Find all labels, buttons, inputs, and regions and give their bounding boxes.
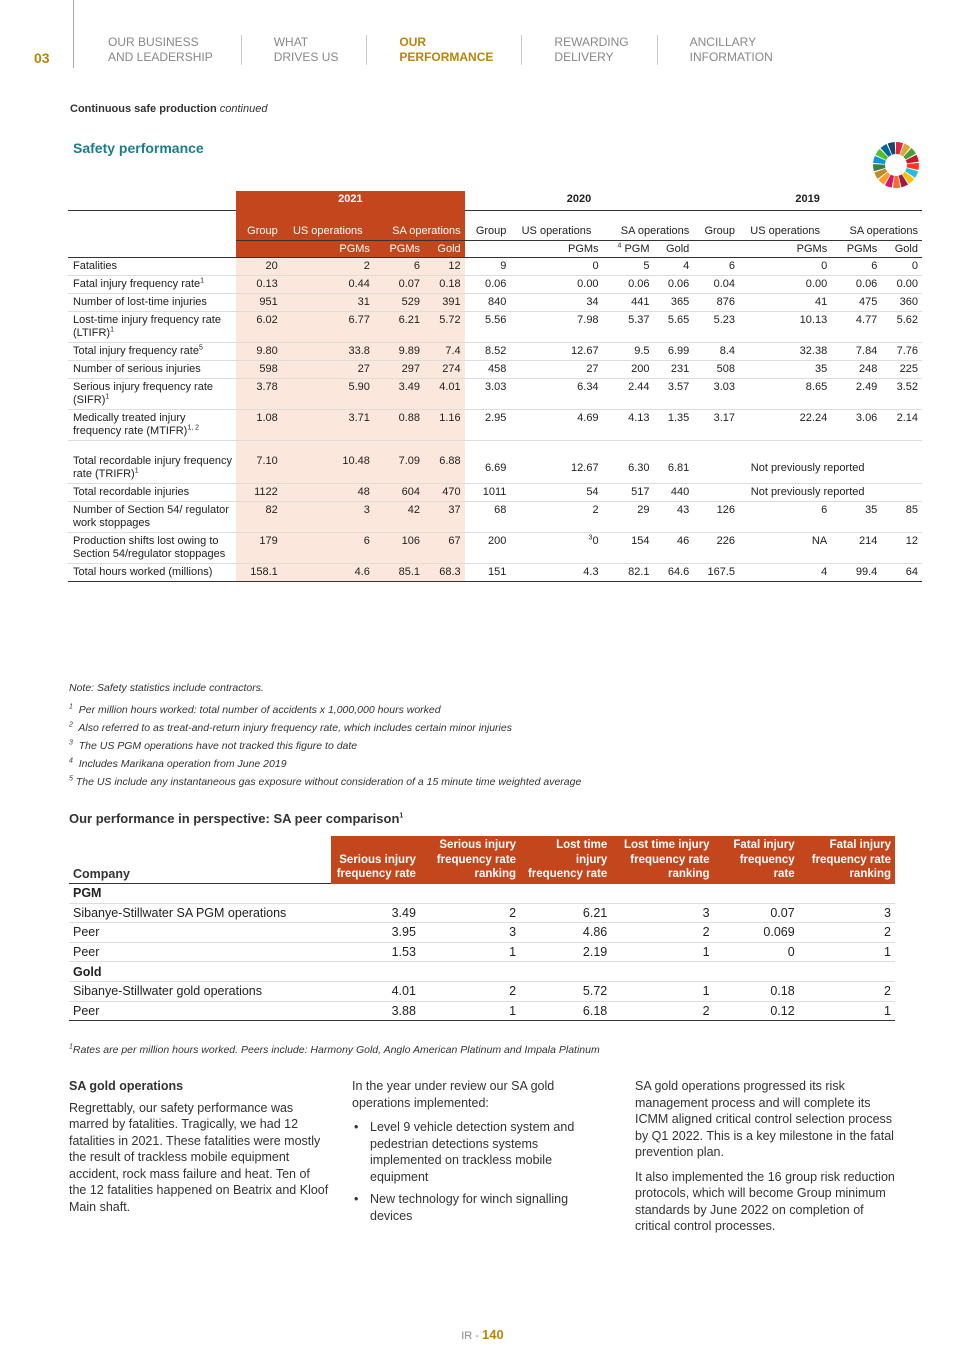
table-cell: 0 xyxy=(881,257,922,275)
table-cell: 3 xyxy=(282,501,374,532)
table-row xyxy=(68,409,922,440)
subtitle-main: Continuous safe production xyxy=(70,103,217,115)
table-cell: 34 xyxy=(510,293,602,311)
table-cell: 0 xyxy=(510,257,602,275)
table-cell: 7.76 xyxy=(881,342,922,360)
table-cell: 5.72 xyxy=(424,311,465,342)
table-cell: 508 xyxy=(693,360,739,378)
table-cell: 3.06 xyxy=(831,409,881,440)
footnote: $^5$ The US include any instantaneous gas exposure without consideration of a 15 minute time weighted average xyxy=(69,775,582,788)
table-cell: 1 xyxy=(611,981,713,1001)
table-cell: 12.67 xyxy=(510,440,602,483)
sub-header: PGMs xyxy=(374,240,424,257)
table-cell: 99.4 xyxy=(831,563,881,581)
table-cell: 158.1 xyxy=(236,563,282,581)
company-name: Sibanye-Stillwater gold operations xyxy=(69,981,331,1001)
row-label: Lost-time injury frequency rate (LTIFR)$^1$ xyxy=(68,311,236,342)
nav-what-drives-us[interactable]: WHAT DRIVES US xyxy=(274,35,368,65)
year-2021: 2021 xyxy=(236,191,465,210)
table-row xyxy=(68,378,922,409)
table-notes xyxy=(69,682,581,794)
group-row xyxy=(69,962,895,982)
col-header: SA operations xyxy=(849,224,918,237)
table-row xyxy=(68,257,922,275)
footnote: $^4$ Includes Marikana operation from June 2019 xyxy=(69,757,287,770)
table-cell: 440 xyxy=(654,483,694,501)
col1-heading: SA gold operations xyxy=(69,1079,184,1093)
table-cell: 1011 xyxy=(465,483,511,501)
table-cell: 6.18 xyxy=(520,1001,611,1021)
table-cell: 1.35 xyxy=(654,409,694,440)
row-label: Total hours worked (millions) xyxy=(68,563,236,581)
row-label: Total recordable injury frequency rate (TRIFR)$^1$ xyxy=(68,440,236,483)
table-cell: 951 xyxy=(236,293,282,311)
table-cell: 20 xyxy=(236,257,282,275)
table-cell: 41 xyxy=(739,293,831,311)
table-cell: 2 xyxy=(799,981,895,1001)
table-cell: 82.1 xyxy=(603,563,654,581)
table-cell: 598 xyxy=(236,360,282,378)
table-cell: 3 xyxy=(420,923,520,943)
top-nav xyxy=(108,35,833,65)
table-cell: 106 xyxy=(374,532,424,563)
table-cell: 32.38 xyxy=(739,342,831,360)
table-cell: 0 xyxy=(739,257,831,275)
table-cell: 360 xyxy=(881,293,922,311)
table-cell: 441 xyxy=(603,293,654,311)
table-cell: 6 xyxy=(693,257,739,275)
sub-header: Gold xyxy=(654,240,694,257)
sub-header: $^4$ PGM xyxy=(603,240,654,257)
table-cell: 604 xyxy=(374,483,424,501)
table-cell: 274 xyxy=(424,360,465,378)
table-cell: 225 xyxy=(881,360,922,378)
table-cell: 2.49 xyxy=(831,378,881,409)
peer-header-company: Company xyxy=(69,836,331,884)
page-number: 03 xyxy=(34,50,50,66)
table-cell: 0.07 xyxy=(374,275,424,293)
table-cell: 167.5 xyxy=(693,563,739,581)
group-row xyxy=(69,884,895,904)
table-row xyxy=(69,923,895,943)
table-cell: 0.44 xyxy=(282,275,374,293)
table-cell: 0.04 xyxy=(693,275,739,293)
table-cell: 200 xyxy=(603,360,654,378)
table-cell: 179 xyxy=(236,532,282,563)
table-cell: 3.78 xyxy=(236,378,282,409)
table-cell: 5.62 xyxy=(881,311,922,342)
sub-header: Gold xyxy=(424,240,465,257)
table-cell: 7.98 xyxy=(510,311,602,342)
year-2019: 2019 xyxy=(693,191,922,210)
table-cell: 6.21 xyxy=(520,903,611,923)
table-cell: 4.01 xyxy=(331,981,420,1001)
table-cell: 10.48 xyxy=(282,440,374,483)
nav-rewarding-delivery[interactable]: REWARDING DELIVERY xyxy=(554,35,657,65)
column-2 xyxy=(352,1078,602,1230)
table-cell: 6.77 xyxy=(282,311,374,342)
table-cell: 2.44 xyxy=(603,378,654,409)
table-cell: 9.80 xyxy=(236,342,282,360)
table-cell: 8.52 xyxy=(465,342,511,360)
table-cell: 64.6 xyxy=(654,563,694,581)
table-cell: 0.00 xyxy=(881,275,922,293)
table-cell: 248 xyxy=(831,360,881,378)
table-cell: 1.53 xyxy=(331,942,420,962)
table-cell: 67 xyxy=(424,532,465,563)
table-cell: 64 xyxy=(881,563,922,581)
table-cell: 27 xyxy=(282,360,374,378)
table-cell: 214 xyxy=(831,532,881,563)
table-row xyxy=(68,440,922,483)
table-cell: 3.52 xyxy=(881,378,922,409)
table-cell: 3.88 xyxy=(331,1001,420,1021)
table-cell: 3 xyxy=(799,903,895,923)
table-cell: 6 xyxy=(282,532,374,563)
table-cell: 4.01 xyxy=(424,378,465,409)
table-cell: 42 xyxy=(374,501,424,532)
table-cell: 517 xyxy=(603,483,654,501)
table-cell: 6 xyxy=(374,257,424,275)
table-cell: 85 xyxy=(881,501,922,532)
table-cell: 12 xyxy=(424,257,465,275)
row-label: Number of Section 54/ regulator work stoppages xyxy=(68,501,236,532)
table-row xyxy=(69,981,895,1001)
table-cell: 35 xyxy=(739,360,831,378)
table-row xyxy=(69,1001,895,1021)
table-cell: 4 xyxy=(654,257,694,275)
peer-header: Lost time injury frequency rate ranking xyxy=(611,836,713,884)
table-cell: 7.84 xyxy=(831,342,881,360)
table-cell: 458 xyxy=(465,360,511,378)
table-cell: 6.34 xyxy=(510,378,602,409)
row-label: Production shifts lost owing to Section 54/regulator stoppages xyxy=(68,532,236,563)
group-label: Gold xyxy=(69,962,895,982)
page-title: Safety performance xyxy=(73,140,204,156)
table-row xyxy=(68,275,922,293)
footnote: $^2$ Also referred to as treat-and-return injury frequency rate, which includes certain minor injuries xyxy=(69,721,512,734)
table-cell: 2.95 xyxy=(465,409,511,440)
table-row xyxy=(68,293,922,311)
table-cell: 9.89 xyxy=(374,342,424,360)
table-cell: 7.10 xyxy=(236,440,282,483)
table-cell: 2 xyxy=(510,501,602,532)
table-cell: 0.18 xyxy=(714,981,799,1001)
nav-our-performance[interactable]: OUR PERFORMANCE xyxy=(399,35,522,65)
table-cell: 6.21 xyxy=(374,311,424,342)
section-subtitle xyxy=(70,103,267,115)
table-cell: 231 xyxy=(654,360,694,378)
table-cell: 126 xyxy=(693,501,739,532)
table-cell: 6.02 xyxy=(236,311,282,342)
nav-ancillary-information[interactable]: ANCILLARY INFORMATION xyxy=(689,35,773,64)
table-cell: 3.17 xyxy=(693,409,739,440)
table-cell: NA xyxy=(739,532,831,563)
col-header: US operations xyxy=(282,210,374,240)
table-cell: 82 xyxy=(236,501,282,532)
nav-our-business[interactable]: OUR BUSINESS AND LEADERSHIP xyxy=(108,35,242,65)
table-cell: 4.6 xyxy=(282,563,374,581)
sub-header: PGMs xyxy=(282,240,374,257)
table-cell: 2 xyxy=(799,923,895,943)
group-label: PGM xyxy=(69,884,895,904)
table-cell: 4 xyxy=(739,563,831,581)
peer-header: Serious injury frequency rate ranking xyxy=(420,836,520,884)
table-cell: 3.57 xyxy=(654,378,694,409)
table-row xyxy=(68,563,922,581)
footnote: $^3$ The US PGM operations have not tracked this figure to date xyxy=(69,739,358,752)
table-cell: 9.5 xyxy=(603,342,654,360)
table-cell: 6.88 xyxy=(424,440,465,483)
table-cell: 840 xyxy=(465,293,511,311)
peer-header: Serious injury frequency rate xyxy=(331,836,420,884)
table-cell: 31 xyxy=(282,293,374,311)
col-header: Group xyxy=(236,210,282,240)
peer-header: Lost time injury frequency rate xyxy=(520,836,611,884)
col-header: US operations xyxy=(521,224,592,237)
table-cell: 29 xyxy=(603,501,654,532)
col2-list xyxy=(352,1119,602,1224)
table-cell: 1 xyxy=(611,942,713,962)
table-cell: 10.13 xyxy=(739,311,831,342)
table-cell: 365 xyxy=(654,293,694,311)
company-name: Sibanye-Stillwater SA PGM operations xyxy=(69,903,331,923)
not-reported-cell: Not previously reported xyxy=(693,483,922,501)
table-cell: 4.77 xyxy=(831,311,881,342)
peer-header: Fatal injury frequency rate xyxy=(714,836,799,884)
company-name: Peer xyxy=(69,942,331,962)
table-cell: 154 xyxy=(603,532,654,563)
table-cell: 4.86 xyxy=(520,923,611,943)
col-header: SA operations xyxy=(620,224,690,237)
table-cell: 0.88 xyxy=(374,409,424,440)
table-cell: 2 xyxy=(611,923,713,943)
column-3 xyxy=(635,1078,897,1243)
row-label: Fatal injury frequency rate$^1$ xyxy=(68,275,236,293)
table-cell: 391 xyxy=(424,293,465,311)
table-cell: 48 xyxy=(282,483,374,501)
header-divider xyxy=(73,0,74,68)
sdg-wheel-icon xyxy=(872,141,920,189)
table-cell: 35 xyxy=(831,501,881,532)
table-cell: 8.4 xyxy=(693,342,739,360)
table-cell: 2.14 xyxy=(881,409,922,440)
col-header: SA operations xyxy=(374,210,465,240)
table-cell: 12 xyxy=(881,532,922,563)
table-cell: 7.4 xyxy=(424,342,465,360)
table-cell: 0.06 xyxy=(603,275,654,293)
table-row xyxy=(68,501,922,532)
peer-comparison-table xyxy=(69,836,895,1021)
table-cell: 4.69 xyxy=(510,409,602,440)
page-footer: IR - 140 xyxy=(461,1327,504,1342)
peer-header: Fatal injury frequency rate ranking xyxy=(799,836,895,884)
col2-intro: In the year under review our SA gold operations implemented: xyxy=(352,1079,555,1110)
col-header: US operations xyxy=(750,224,820,237)
table-cell: 297 xyxy=(374,360,424,378)
row-label: Number of serious injuries xyxy=(68,360,236,378)
row-label: Number of lost-time injuries xyxy=(68,293,236,311)
table-cell: 37 xyxy=(424,501,465,532)
year-2020: 2020 xyxy=(465,191,694,210)
table-cell: 5.90 xyxy=(282,378,374,409)
table-row xyxy=(68,311,922,342)
table-cell: 6.81 xyxy=(654,440,694,483)
table-cell: 1 xyxy=(420,1001,520,1021)
table-cell: 2 xyxy=(282,257,374,275)
table-cell: 9 xyxy=(465,257,511,275)
table-cell: 1 xyxy=(420,942,520,962)
table-cell: 6 xyxy=(739,501,831,532)
table-cell: 0.13 xyxy=(236,275,282,293)
row-label: Serious injury frequency rate (SIFR)$^1$ xyxy=(68,378,236,409)
col3-p2: It also implemented the 16 group risk reduction protocols, which will become Group minimum standards by June 2022 on completion of critical control processes. xyxy=(635,1169,895,1233)
table-cell: 470 xyxy=(424,483,465,501)
table-cell: 5.65 xyxy=(654,311,694,342)
table-row xyxy=(68,532,922,563)
table-cell: 475 xyxy=(831,293,881,311)
table-cell: 54 xyxy=(510,483,602,501)
table-cell: 6.99 xyxy=(654,342,694,360)
note-main: Note: Safety statistics include contractors. xyxy=(69,682,264,694)
table-cell: 3.71 xyxy=(282,409,374,440)
col3-p1: SA gold operations progressed its risk management process and will complete its ICMM aligned critical control selection process by Q1 2022. This is a key milestone in the fatal prevention plan. xyxy=(635,1079,894,1159)
table-cell: 3.03 xyxy=(465,378,511,409)
company-name: Peer xyxy=(69,1001,331,1021)
table-row xyxy=(68,483,922,501)
safety-table-body xyxy=(68,257,922,581)
col1-text: Regrettably, our safety performance was marred by fatalities. Tragically, we had 12 fatalities in 2021. These fatalities were mostly the result of trackless mobile equipment accident, rock mass failure and heat. Ten of the 12 fatalities happened on Beatrix and Kloof Main shaft. xyxy=(69,1100,329,1214)
sub-header: PGMs xyxy=(831,240,881,257)
table-cell: 200 xyxy=(465,532,511,563)
col-header: Group xyxy=(475,224,507,237)
not-reported-cell: Not previously reported xyxy=(693,440,922,483)
table-row xyxy=(68,342,922,360)
row-label: Medically treated injury frequency rate (MTIFR)$^{1, 2}$ xyxy=(68,409,236,440)
table-cell: 1.08 xyxy=(236,409,282,440)
peer-note: $^1$Rates are per million hours worked. Peers include: Harmony Gold, Anglo American Platinum and Impala Platinum xyxy=(69,1043,600,1056)
table-cell: 0.07 xyxy=(714,903,799,923)
table-cell: 0.06 xyxy=(654,275,694,293)
table-cell: 2 xyxy=(420,981,520,1001)
list-item: • Level 9 vehicle detection system and pedestrian detections systems implemented on trackless mobile equipment xyxy=(352,1119,602,1185)
table-cell: 1 xyxy=(799,942,895,962)
table-cell: 0.00 xyxy=(510,275,602,293)
list-item: • New technology for winch signalling devices xyxy=(352,1191,602,1224)
company-name: Peer xyxy=(69,923,331,943)
sub-header: PGMs xyxy=(510,240,602,257)
footer-page-number: 140 xyxy=(482,1327,504,1342)
table-cell: 3.95 xyxy=(331,923,420,943)
table-cell: 529 xyxy=(374,293,424,311)
table-cell: 3.03 xyxy=(693,378,739,409)
table-cell: 3 xyxy=(611,903,713,923)
table-cell: 7.09 xyxy=(374,440,424,483)
row-label: Fatalities xyxy=(68,257,236,275)
table-cell: 0.06 xyxy=(465,275,511,293)
table-cell: 0.069 xyxy=(714,923,799,943)
table-cell: 8.65 xyxy=(739,378,831,409)
safety-performance-table xyxy=(68,191,922,582)
table-cell: 43 xyxy=(654,501,694,532)
table-cell: 226 xyxy=(693,532,739,563)
column-1 xyxy=(69,1078,329,1223)
table-cell: 3.49 xyxy=(331,903,420,923)
table-cell: 5.23 xyxy=(693,311,739,342)
table-cell: 2 xyxy=(420,903,520,923)
table-cell: 68 xyxy=(465,501,511,532)
table-cell: 0.00 xyxy=(739,275,831,293)
row-label: Total recordable injuries xyxy=(68,483,236,501)
table-cell: 68.3 xyxy=(424,563,465,581)
table-cell: 6.30 xyxy=(603,440,654,483)
table-cell: 151 xyxy=(465,563,511,581)
table-cell: 22.24 xyxy=(739,409,831,440)
table-cell: 5 xyxy=(603,257,654,275)
table-cell: 85.1 xyxy=(374,563,424,581)
table-cell: 1.16 xyxy=(424,409,465,440)
table-cell: 27 xyxy=(510,360,602,378)
footnote: $^1$ Per million hours worked: total number of accidents x 1,000,000 hours worked xyxy=(69,703,441,716)
footnote-ref: 4 xyxy=(617,241,622,249)
table-cell: 0.18 xyxy=(424,275,465,293)
table-cell: 1 xyxy=(799,1001,895,1021)
table-cell: 876 xyxy=(693,293,739,311)
peer-comparison-title: Our performance in perspective: SA peer comparison$^1$ xyxy=(69,811,404,826)
peer-table-body xyxy=(69,884,895,1021)
table-cell: 5.56 xyxy=(465,311,511,342)
row-label: Total injury frequency rate$^5$ xyxy=(68,342,236,360)
table-cell: 0.12 xyxy=(714,1001,799,1021)
table-cell: 5.72 xyxy=(520,981,611,1001)
table-cell: 5.37 xyxy=(603,311,654,342)
sub-header: Gold xyxy=(881,240,922,257)
table-cell: 6 xyxy=(831,257,881,275)
table-cell: $^3$0 xyxy=(510,532,602,563)
table-cell: 2.19 xyxy=(520,942,611,962)
col-header: Group xyxy=(704,224,736,237)
table-cell: 46 xyxy=(654,532,694,563)
table-cell: 4.13 xyxy=(603,409,654,440)
table-cell: 0 xyxy=(714,942,799,962)
table-cell: 33.8 xyxy=(282,342,374,360)
table-row xyxy=(69,942,895,962)
table-cell: 3.49 xyxy=(374,378,424,409)
table-cell: 6.69 xyxy=(465,440,511,483)
table-row xyxy=(68,360,922,378)
sub-header: PGMs xyxy=(739,240,831,257)
table-cell: 1122 xyxy=(236,483,282,501)
table-cell: 12.67 xyxy=(510,342,602,360)
table-cell: 0.06 xyxy=(831,275,881,293)
subtitle-suffix: continued xyxy=(219,103,268,115)
table-cell: 2 xyxy=(611,1001,713,1021)
table-row xyxy=(69,903,895,923)
table-cell: 4.3 xyxy=(510,563,602,581)
